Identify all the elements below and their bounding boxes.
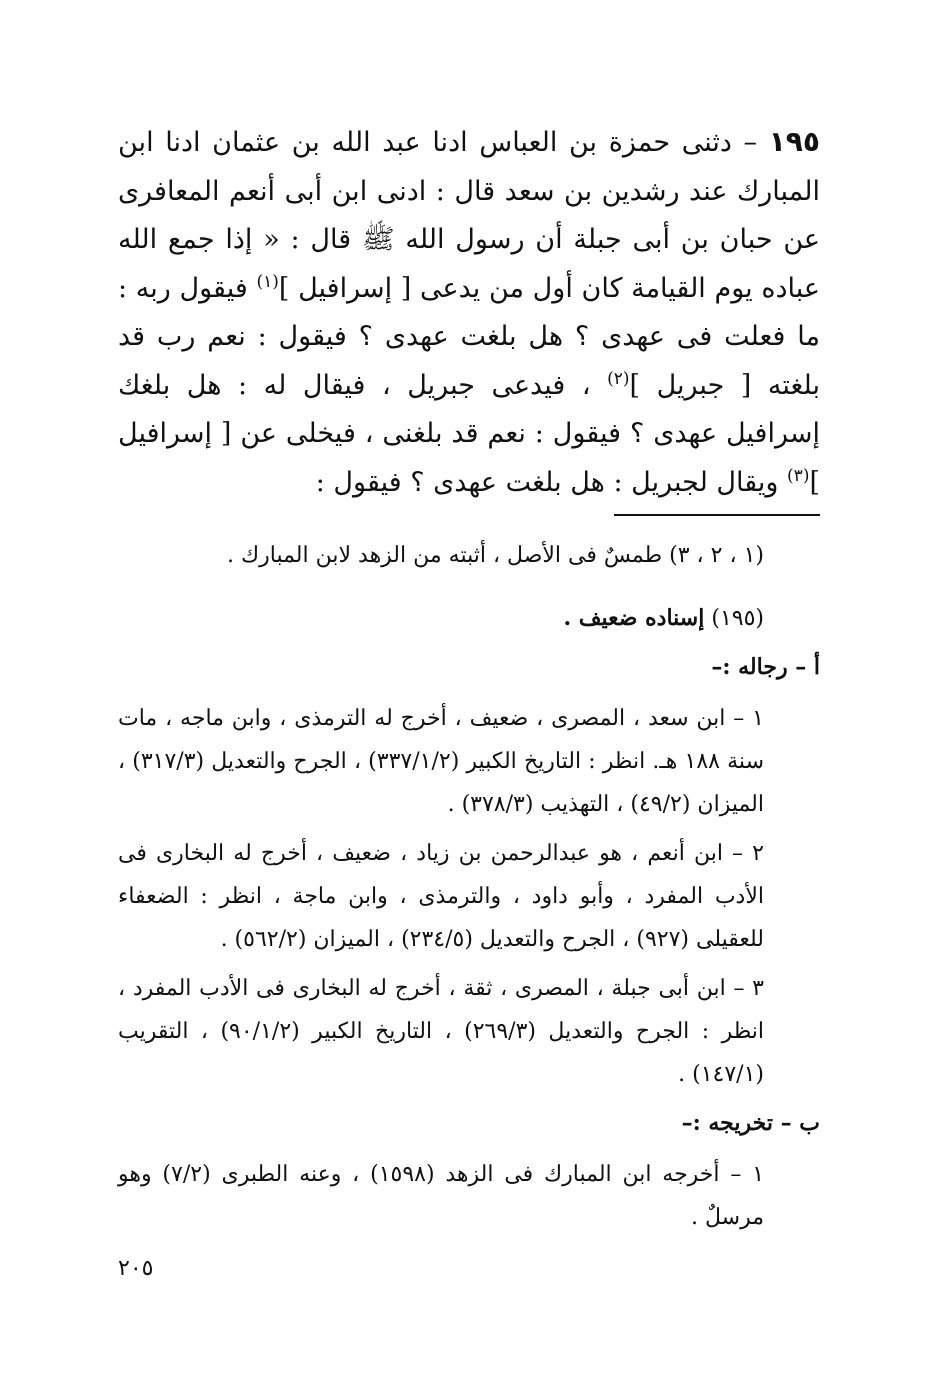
- hadith-text-part-1: – دثنى حمزة بن العباس ادنا عبد الله بن عثمان ادنا ابن المبارك عند رشدين بن سعد قال : ادنى ابن أبى أنعم المعافرى عن حبان بن أبى جبلة أن رسول الله ﷺ قال : « إذا جمع الله عباده يوم القيامة كان أول من يدعى [ إسرافيل ]: [118, 127, 820, 304]
- hadith-text: [118, 118, 820, 507]
- narrator-2-note: ٢ – ابن أنعم ، هو عبدالرحمن بن زياد ، ضعيف ، أخرج له البخارى فى الأدب المفرد ، وأبو داود ، والترمذى ، وابن ماجة ، انظر : الضعفاء للعقيلى (٩٢٧) ، الجرح والتعديل (٢٣٤/٥) ، الميزان (٥٦٢/٢) .: [118, 841, 764, 952]
- hadith-number: ١٩٥: [768, 125, 820, 158]
- isnad-grade: [118, 597, 820, 640]
- footnote-marker-1: (١): [256, 271, 279, 292]
- footnote-marker-3: (٣): [787, 465, 810, 486]
- narrator-3-note: ٣ – ابن أبى جبلة ، المصرى ، ثقة ، أخرج له البخارى فى الأدب المفرد ، انظر : الجرح والتعديل (٢٦٩/٣) ، التاريخ الكبير (٩٠/١/٢) ، التقريب (١٤٧/١) .: [118, 976, 764, 1087]
- narrator-1-note: ١ – ابن سعد ، المصرى ، ضعيف ، أخرج له الترمذى ، وابن ماجه ، مات سنة ١٨٨ هـ. انظر : التاريخ الكبير (٣٣٧/١/٢) ، الجرح والتعديل (٣١٧/٣) ، الميزان (٤٩/٢) ، التهذيب (٣٧٨/٣) .: [118, 706, 764, 817]
- page-number: ٢٠٥: [118, 1256, 154, 1281]
- isnad-text: إسناده ضعيف .: [563, 605, 705, 631]
- hadith-text-part-3: ، فيدعى جبريل ، فيقال له : هل بلغك إسرافيل عهدى ؟ فيقول : نعم قد بلغنى ، فيخلى عن [ إسرافيل ]: [118, 369, 820, 498]
- section-b-heading: ب – تخريجه :–: [681, 1110, 820, 1136]
- footnote-marker-2: (٢): [607, 368, 630, 389]
- takhrij-1-note: ١ – أخرجه ابن المبارك فى الزهد (١٥٩٨) ، وعنه الطبرى (٧/٢) وهو مرسلٌ .: [118, 1162, 765, 1230]
- page-body: [118, 118, 820, 1318]
- footnotes-section: [118, 534, 820, 1239]
- hadith-text-part-4: ويقال لجبريل : هل بلغت عهدى ؟ فيقول :: [315, 466, 788, 498]
- hadith-text-part-2: فيقول ربه : ما فعلت فى عهدى ؟ هل بلغت عهدى ؟ فيقول : نعم رب قد بلغته [ جبريل ]: [118, 272, 820, 401]
- section-a-heading: أ – رجاله :–: [711, 654, 820, 680]
- missing-text-note: (١ ، ٢ ، ٣) طمسٌ فى الأصل ، أثبته من الزهد لابن المبارك .: [227, 543, 764, 568]
- footnote-separator: [614, 514, 820, 516]
- isnad-label: (١٩٥): [711, 606, 764, 631]
